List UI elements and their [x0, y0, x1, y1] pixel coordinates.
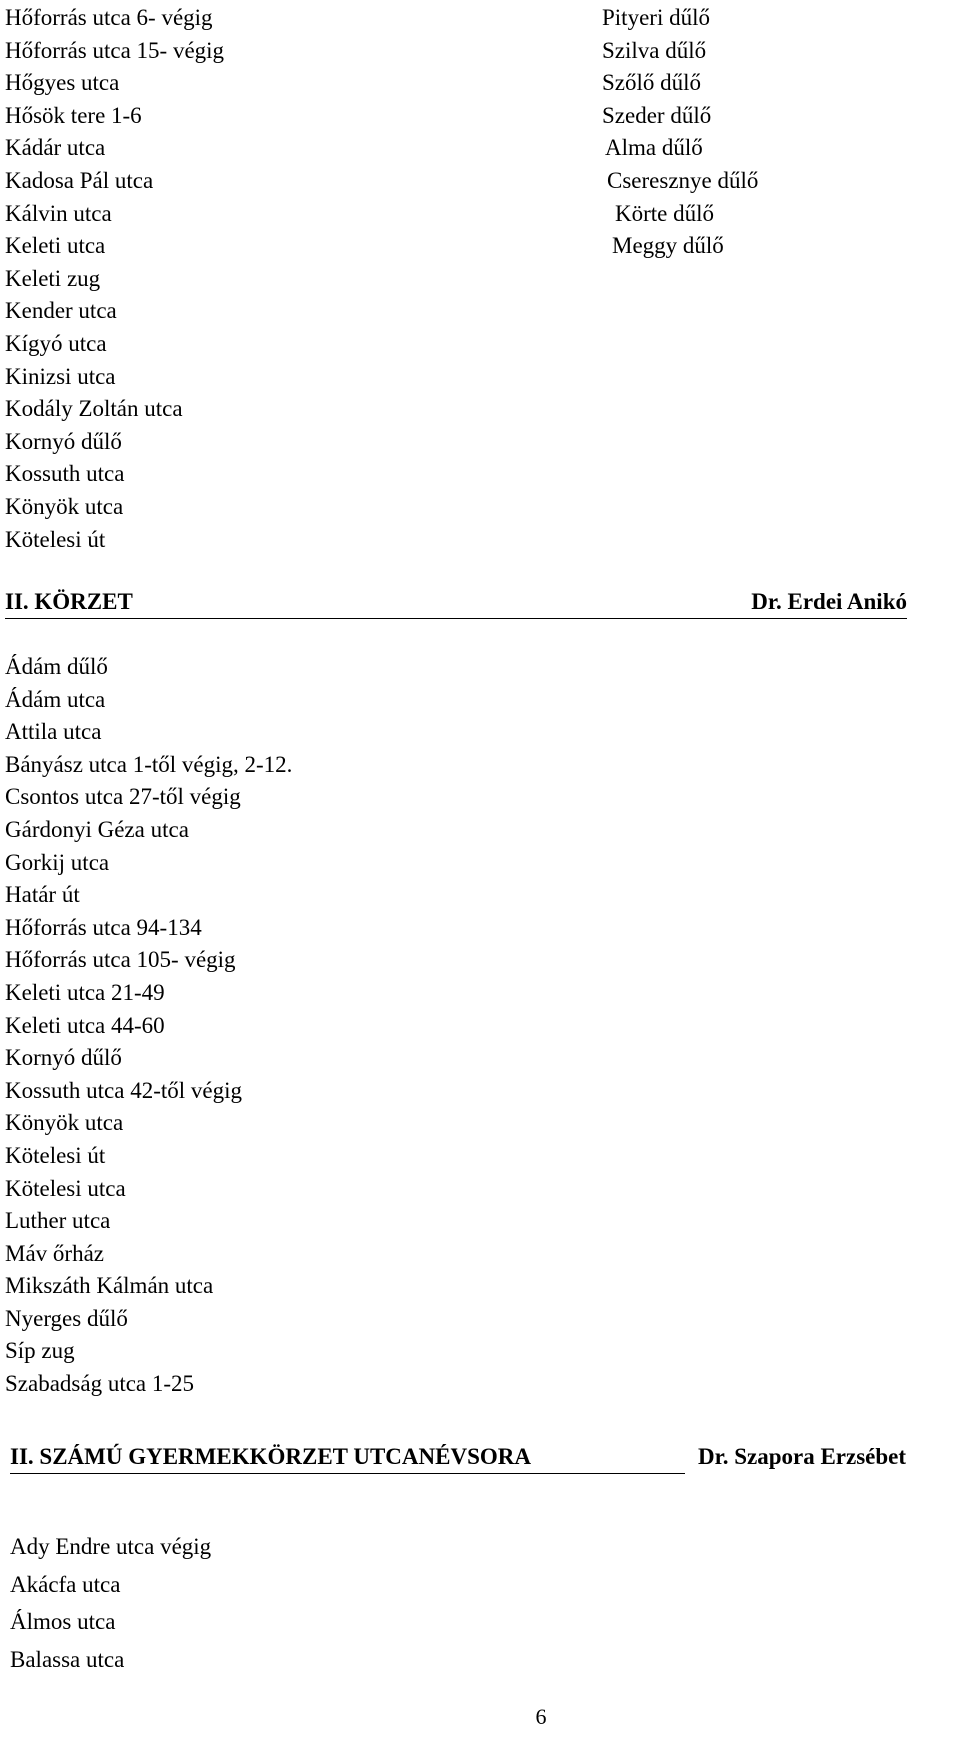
street-item: Szabadság utca 1-25 — [5, 1371, 195, 1397]
street-item: Kadosa Pál utca — [5, 167, 154, 193]
page-number: 6 — [535, 1704, 547, 1729]
street-item: Kodály Zoltán utca — [5, 396, 183, 422]
street-item: Gárdonyi Géza utca — [5, 816, 189, 842]
street-item: Bányász utca 1-től végig, 2-12. — [5, 751, 293, 777]
street-item: Attila utca — [5, 719, 102, 745]
street-item: Határ út — [5, 882, 80, 908]
section-2-header — [5, 586, 907, 619]
street-item: Kossuth utca 42-től végig — [5, 1077, 242, 1103]
street-item: Meggy dűlő — [612, 233, 724, 259]
street-item: Szőlő dűlő — [602, 70, 702, 96]
street-item: Ádám dűlő — [5, 654, 108, 679]
street-item: Álmos utca — [10, 1609, 116, 1634]
street-item: Cseresznye dűlő — [607, 167, 759, 193]
section-2-doctor: Dr. Erdei Anikó — [751, 589, 907, 614]
street-item: Keleti utca 44-60 — [5, 1012, 165, 1038]
street-item: Kossuth utca — [5, 461, 125, 487]
street-item: Kötelesi út — [5, 526, 106, 552]
street-item: Hőforrás utca 94-134 — [5, 914, 202, 940]
street-item: Szilva dűlő — [602, 37, 707, 63]
street-item: Keleti utca 21-49 — [5, 979, 165, 1005]
street-item: Hőgyes utca — [5, 70, 120, 96]
street-item: Kötelesi utca — [5, 1175, 126, 1201]
street-item: Hősök tere 1-6 — [5, 102, 142, 128]
continued-street-list-left — [5, 2, 224, 556]
street-item: Alma dűlő — [605, 135, 703, 161]
children-section-2-header — [10, 1441, 960, 1473]
street-item: Hőforrás utca 6- végig — [5, 5, 213, 30]
street-item: Kálvin utca — [5, 200, 112, 226]
street-item: Kinizsi utca — [5, 363, 116, 389]
street-item: Hőforrás utca 105- végig — [5, 947, 236, 973]
children-section-2-title-underlined — [10, 1441, 685, 1474]
street-item: Csontos utca 27-től végig — [5, 784, 241, 810]
street-item: Kötelesi út — [5, 1142, 106, 1168]
children-section-2-doctor: Dr. Szapora Erzsébet — [698, 1444, 907, 1469]
section-2-street-list — [5, 651, 292, 1401]
street-item: Nyerges dűlő — [5, 1305, 128, 1331]
continued-street-list-right — [602, 2, 758, 263]
street-item: Könyök utca — [5, 493, 124, 519]
children-section-2-title: II. SZÁMÚ GYERMEKKÖRZET UTCANÉVSORA — [10, 1444, 531, 1469]
street-item: Síp zug — [5, 1338, 75, 1364]
street-item: Luther utca — [5, 1208, 111, 1234]
street-item: Ádám utca — [5, 686, 106, 712]
street-item: Kornyó dűlő — [5, 428, 122, 454]
street-item: Szeder dűlő — [602, 102, 712, 128]
street-item: Pityeri dűlő — [602, 5, 710, 30]
street-item: Gorkij utca — [5, 849, 110, 875]
section-2-title: II. KÖRZET — [5, 589, 133, 614]
street-item: Akácfa utca — [10, 1571, 121, 1597]
street-item: Kígyó utca — [5, 330, 107, 356]
street-item: Mikszáth Kálmán utca — [5, 1273, 214, 1299]
street-item: Kádár utca — [5, 135, 106, 161]
street-item: Balassa utca — [10, 1646, 125, 1672]
street-item: Kornyó dűlő — [5, 1045, 122, 1071]
children-section-2-street-list — [10, 1528, 211, 1678]
street-item: Könyök utca — [5, 1110, 124, 1136]
street-item: Körte dűlő — [615, 200, 715, 226]
street-item: Máv őrház — [5, 1240, 104, 1266]
street-item: Kender utca — [5, 298, 117, 324]
street-item: Hőforrás utca 15- végig — [5, 37, 225, 63]
street-item: Keleti zug — [5, 265, 101, 291]
street-item: Ady Endre utca végig — [10, 1534, 212, 1559]
street-item: Keleti utca — [5, 233, 106, 259]
